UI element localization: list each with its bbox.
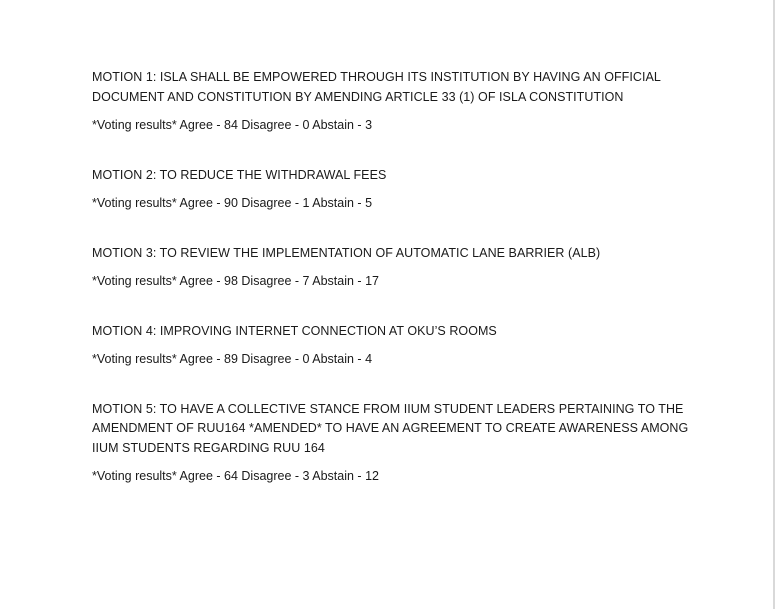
motion-5 xyxy=(92,400,692,487)
motion-title: MOTION 3: TO REVIEW THE IMPLEMENTATION OF AUTOMATIC LANE BARRIER (ALB) xyxy=(92,245,601,260)
voting-results: *Voting results* Agree - 90 Disagree - 1 Abstain - 5 xyxy=(92,196,373,210)
paragraph-gap xyxy=(92,136,692,166)
voting-results: *Voting results* Agree - 84 Disagree - 0 Abstain - 3 xyxy=(92,118,373,132)
paragraph-gap xyxy=(92,292,692,322)
motion-1 xyxy=(92,68,692,136)
paragraph-gap xyxy=(92,214,692,244)
motion-title: MOTION 4: IMPROVING INTERNET CONNECTION AT OKU’S ROOMS xyxy=(92,323,497,338)
voting-results: *Voting results* Agree - 89 Disagree - 0 Abstain - 4 xyxy=(92,352,373,366)
voting-results: *Voting results* Agree - 64 Disagree - 3 Abstain - 12 xyxy=(92,469,379,483)
motion-title: MOTION 2: TO REDUCE THE WITHDRAWAL FEES xyxy=(92,167,387,182)
document-body xyxy=(92,68,692,487)
motion-3 xyxy=(92,244,692,292)
paragraph-gap xyxy=(92,370,692,400)
motion-title: MOTION 5: TO HAVE A COLLECTIVE STANCE FROM IIUM STUDENT LEADERS PERTAINING TO THE AMENDMENT OF RUU164 *AMENDED* TO HAVE AN AGREEMENT TO CREATE AWARENESS AMONG IIUM STUDENTS REGARDING RUU 164 xyxy=(92,401,689,455)
motion-2 xyxy=(92,166,692,214)
motion-title: MOTION 1: ISLA SHALL BE EMPOWERED THROUGH ITS INSTITUTION BY HAVING AN OFFICIAL DOCUMENT AND CONSTITUTION BY AMENDING ARTICLE 33 (1) OF ISLA CONSTITUTION xyxy=(92,70,661,104)
voting-results: *Voting results* Agree - 98 Disagree - 7 Abstain - 17 xyxy=(92,274,379,288)
motion-4 xyxy=(92,322,692,370)
